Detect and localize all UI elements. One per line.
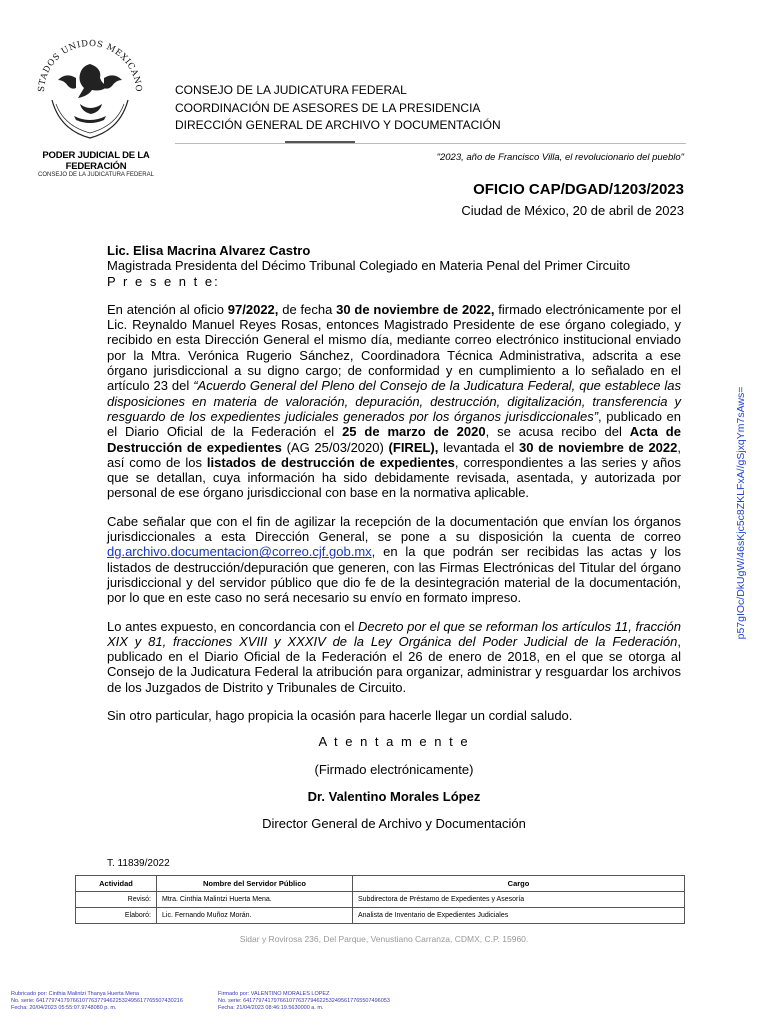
signature-serial: No. serie: 64177974179766107763779462253249561776550743021​6 <box>11 997 183 1004</box>
closing-atentamente: A t e n t a m e n t e <box>318 734 470 750</box>
svg-text:ESTADOS UNIDOS MEXICANOS: STADOS UNIDOS MEXICANO <box>36 38 144 93</box>
institution-logo-text <box>26 150 166 178</box>
signature-line: Rubricado por: Cinthia Malintzi Thanya Huerta Mena <box>11 991 139 997</box>
signer-name: Dr. Valentino Morales López <box>307 788 481 804</box>
col-header-cargo: Cargo <box>353 876 685 892</box>
addressee-name: Lic. Elisa Macrina Alvarez Castro <box>107 243 311 258</box>
institution-name: PODER JUDICIAL DE LA FEDERACIÓN <box>42 150 150 172</box>
footer-address: Sidar y Rovirosa 236, Del Parque, Venustiano Carranza, CDMX, C.P. 15960. <box>239 934 529 944</box>
verification-hash-text: p57gIOc/DkUgW/46sKjc5c8ZKLFxA//gSjxqYm7sAws= <box>735 386 747 639</box>
paragraph-4: Sin otro particular, hago propicia la ocasión para hacerle llegar un cordial saludo. <box>107 708 573 724</box>
table-header-row <box>76 876 685 892</box>
signature-date: Fecha: 20/04/2023 05:55:07.9748080 p. m. <box>11 1004 117 1011</box>
header-line-1: CONSEJO DE LA JUDICATURA FEDERAL <box>175 83 407 97</box>
col-header-actividad: Actividad <box>76 876 157 892</box>
table-cell: Analista de Inventario de Expedientes Judiciales <box>353 908 685 924</box>
place-date: Ciudad de México, 20 de abril de 2023 <box>461 203 684 218</box>
table-cell: Revisó: <box>76 892 157 908</box>
paragraph-2: Cabe señalar que con el fin de agilizar la recepción de la documentación que envían los órganos jurisdiccionales a esta Dirección General, se pone a su disposición la cuenta de correo dg.archivo.documentacion@correo.cjf.gob.mx, en la que podrán ser recibidas las actas y los listados de destrucción/depuración que generen, con las Firmas Electrónicas del Titular del órgano jurisdiccional y del servidor público que dio fe de la desintegración material de la documentación, por lo que en este caso no será necesario su envío en formato impreso. <box>107 513 681 606</box>
letterhead <box>175 82 501 135</box>
e-signature-block <box>218 991 390 1011</box>
col-header-nombre: Nombre del Servidor Público <box>157 876 353 892</box>
table-cell: Lic. Fernando Muñoz Morán. <box>157 908 353 924</box>
salutation: P r e s e n t e: <box>107 273 220 289</box>
signature-line: Firmado por: VALENTINO MORALES LOPEZ <box>218 991 330 997</box>
reference-number: T. 11839/2022 <box>107 858 170 869</box>
e-signature-block <box>11 991 183 1011</box>
table-cell: Mtra. Cinthia Malintzi Huerta Mena. <box>157 892 353 908</box>
closing-firmado: (Firmado electrónicamente) <box>314 761 474 777</box>
table-cell: Subdirectora de Préstamo de Expedientes y Asesoría <box>353 892 685 908</box>
table-row <box>76 892 685 908</box>
header-divider <box>175 143 686 144</box>
mexican-eagle-seal-icon <box>30 30 150 148</box>
header-divider-accent <box>285 141 355 143</box>
header-line-2: COORDINACIÓN DE ASESORES DE LA PRESIDENCIA <box>175 100 481 115</box>
motto: "2023, año de Francisco Villa, el revolucionario del pueblo" <box>436 152 684 163</box>
verification-hash <box>731 370 751 655</box>
signature-serial: No. serie: 64177974179766107763779462253249561776550749605​3 <box>218 997 390 1004</box>
paragraph-1: En atención al oficio 97/2022, de fecha 30 de noviembre de 2022, firmado electrónicamente por el Lic. Reynaldo Manuel Reyes Rosas, entonces Magistrado Presidente de ese órgano colegiado, y recibido en esta Dirección General el mismo día, mediante correo electrónico institucional enviado por la Mtra. Verónica Rugerio Sánchez, Coordinadora Técnica Administrativa, adscrita a ese órgano jurisdiccional a su digno cargo; de conformidad y en cumplimiento a lo señalado en el artículo 23 del “Acuerdo General del Pleno del Consejo de la Judicatura Federal, que establece las disposiciones en materia de valoración, depuración, destrucción, digitalización, transferencia y resguardo de los expedientes judiciales generados por los órganos jurisdiccionales”, publicado en el Diario Oficial de la Federación el 25 de marzo de 2020, se acusa recibo del Acta de Destrucción de expedientes (AG 25/03/2020) (FIREL), levantada el 30 de noviembre de 2022, así como de los listados de destrucción de expedientes, correspondientes a las series y años que se detallan, cuya información ha sido debidamente revisada, asentada, y autorizada por personal de ese órgano jurisdiccional con base en la normativa aplicable. <box>107 301 682 501</box>
paragraph-3: Lo antes expuesto, en concordancia con el Decreto por el que se reforman los artículos 11, fracción XIX y 81, fracciones XVIII y XXXIV de la Ley Orgánica del Poder Judicial de la Federación, publicado en el Diario Oficial de la Federación el 26 de enero de 2018, en el que se otorga al Consejo de la Judicatura Federal la atribución para organizar, administrar y resguardar los archivos de los Juzgados de Distrito y Tribunales de Circuito. <box>107 618 681 695</box>
email-link[interactable]: dg.archivo.documentacion@correo.cjf.gob.mx <box>107 544 372 560</box>
header-line-3: DIRECCIÓN GENERAL DE ARCHIVO Y DOCUMENTACIÓN <box>175 118 501 132</box>
table-row <box>76 908 685 924</box>
oficio-number: OFICIO CAP/DGAD/1203/2023 <box>473 181 684 198</box>
signature-date: Fecha: 21/04/2023 08:46:19.5630000 a. m. <box>218 1004 324 1011</box>
review-table <box>75 875 685 924</box>
signer-title: Director General de Archivo y Documentación <box>262 816 526 832</box>
table-cell: Elaboró: <box>76 908 157 924</box>
letter-body <box>107 243 681 832</box>
addressee-title: Magistrada Presidenta del Décimo Tribunal Colegiado en Materia Penal del Primer Circuito <box>107 258 631 274</box>
institution-sub: CONSEJO DE LA JUDICATURA FEDERAL <box>38 172 154 178</box>
